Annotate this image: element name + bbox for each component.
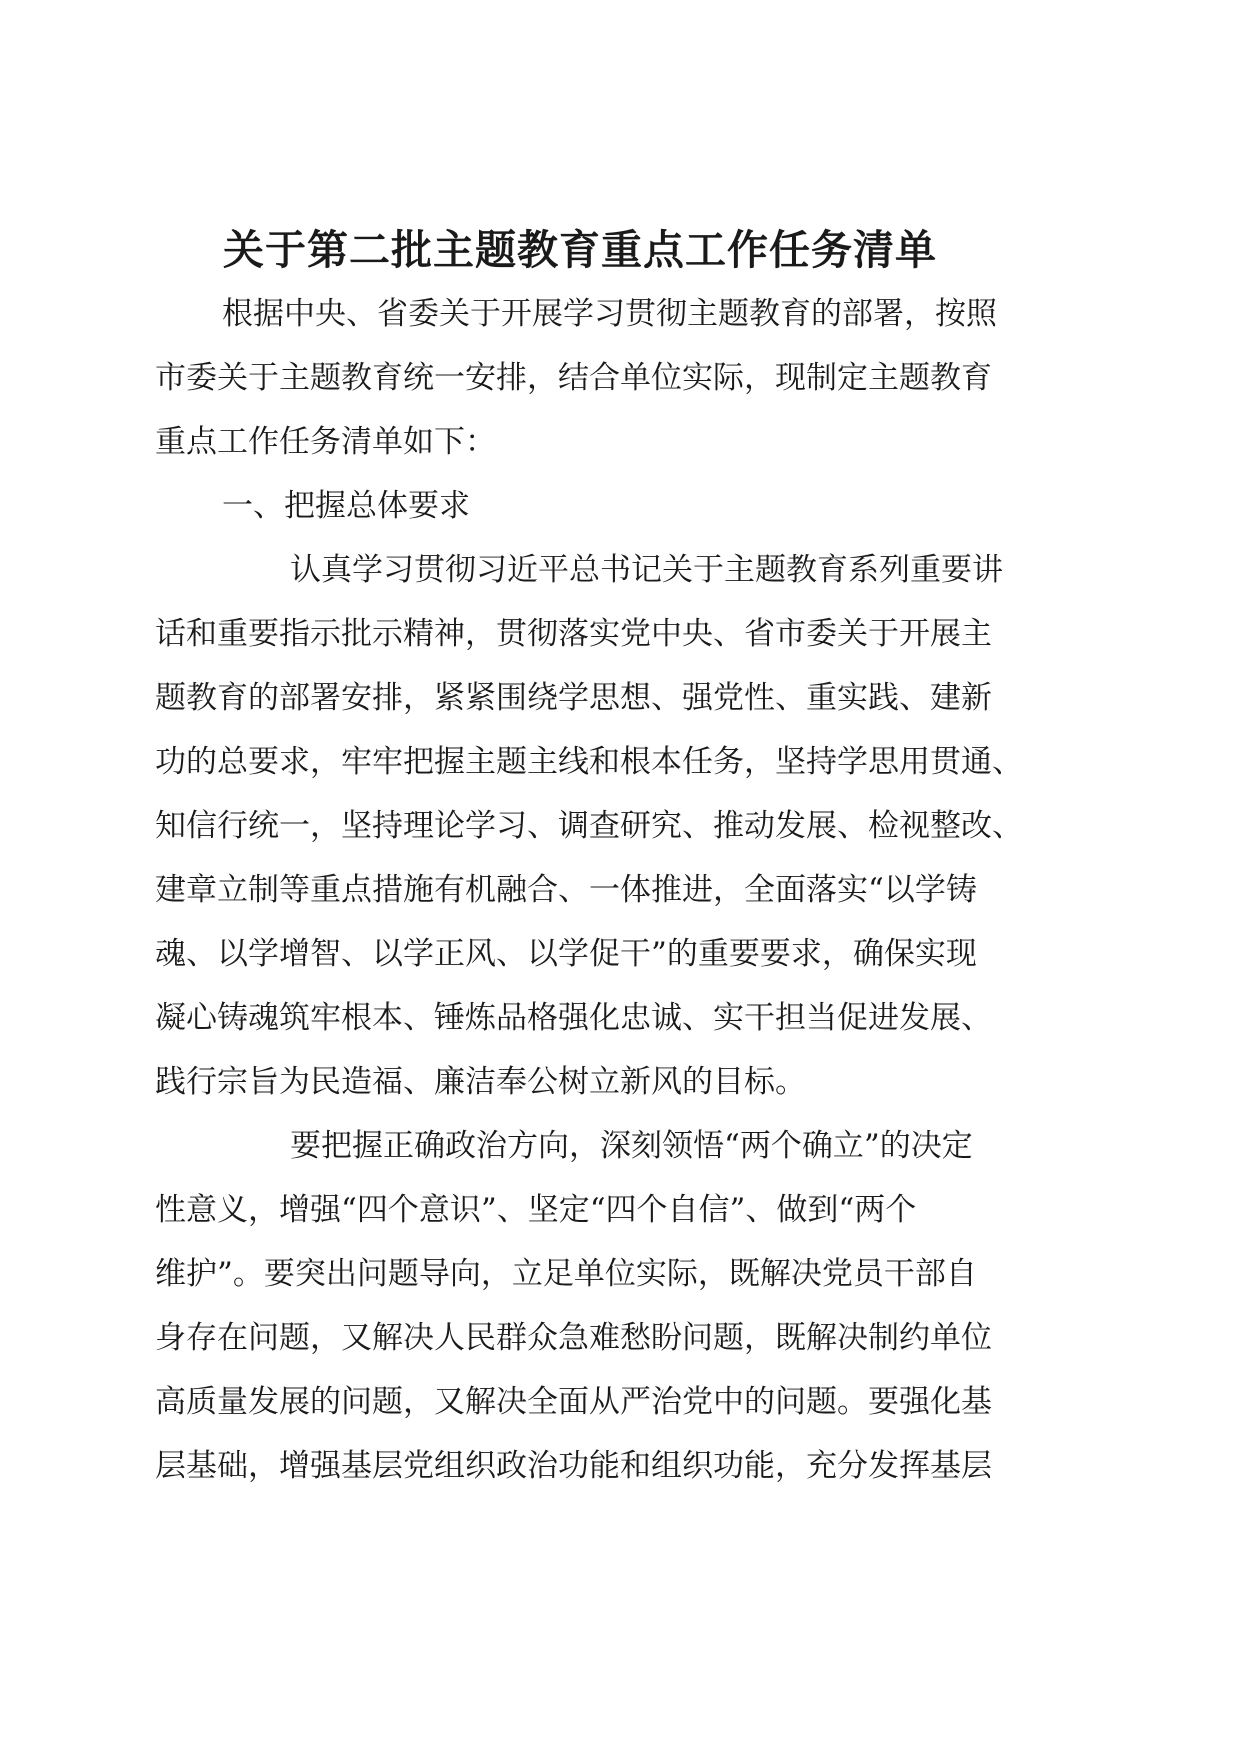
section-heading: 一、把握总体要求 xyxy=(222,488,470,524)
body-line: 建章立制等重点措施有机融合、一体推进，全面落实“以学铸 xyxy=(155,872,977,908)
body-line: 市委关于主题教育统一安排，结合单位实际，现制定主题教育 xyxy=(155,360,992,396)
body-line: 魂、以学增智、以学正风、以学促干”的重要要求，确保实现 xyxy=(155,936,977,972)
body-line: 身存在问题，又解决人民群众急难愁盼问题，既解决制约单位 xyxy=(155,1320,992,1356)
body-line: 功的总要求，牢牢把握主题主线和根本任务，坚持学思用贯通、 xyxy=(155,744,1023,780)
body-line: 要把握正确政治方向，深刻领悟“两个确立”的决定 xyxy=(290,1128,973,1164)
body-line: 题教育的部署安排，紧紧围绕学思想、强党性、重实践、建新 xyxy=(155,680,992,716)
body-line: 践行宗旨为民造福、廉洁奉公树立新风的目标。 xyxy=(155,1064,806,1100)
body-line: 根据中央、省委关于开展学习贯彻主题教育的部署，按照 xyxy=(222,296,997,332)
body-line: 高质量发展的问题，又解决全面从严治党中的问题。要强化基 xyxy=(155,1384,992,1420)
body-line: 层基础，增强基层党组织政治功能和组织功能，充分发挥基层 xyxy=(155,1448,992,1484)
body-line: 知信行统一，坚持理论学习、调查研究、推动发展、检视整改、 xyxy=(155,808,1023,844)
body-line: 凝心铸魂筑牢根本、锤炼品格强化忠诚、实干担当促进发展、 xyxy=(155,1000,992,1036)
body-line: 性意义，增强“四个意识”、坚定“四个自信”、做到“两个 xyxy=(155,1192,917,1228)
body-line: 认真学习贯彻习近平总书记关于主题教育系列重要讲 xyxy=(290,552,1003,588)
document-title: 关于第二批主题教育重点工作任务清单 xyxy=(223,226,937,274)
body-line: 维护”。要突出问题导向，立足单位实际，既解决党员干部自 xyxy=(155,1256,977,1292)
body-line: 话和重要指示批示精神，贯彻落实党中央、省市委关于开展主 xyxy=(155,616,992,652)
body-line: 重点工作任务清单如下： xyxy=(155,424,496,460)
